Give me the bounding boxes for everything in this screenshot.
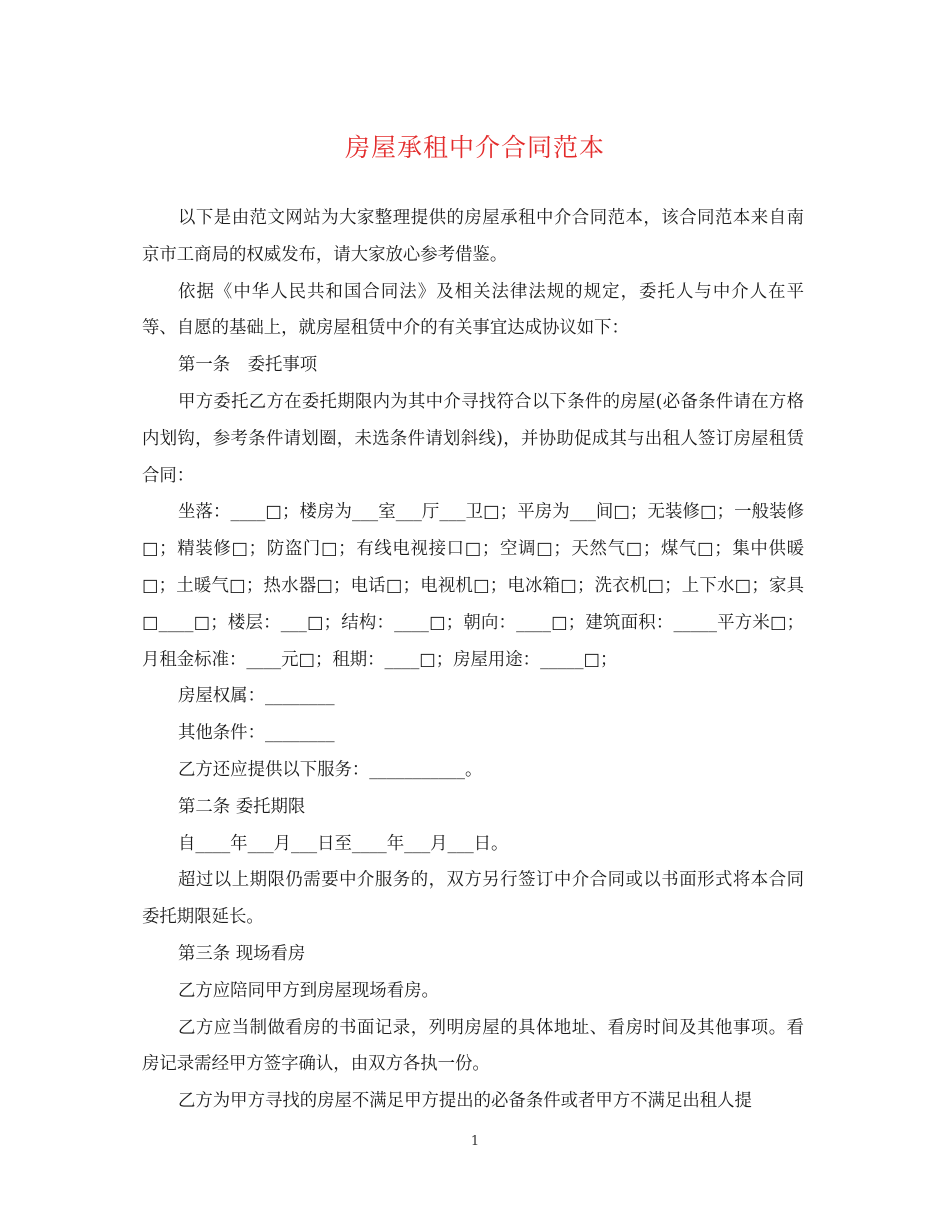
paragraph-commission: 甲方委托乙方在委托期限内为其中介寻找符合以下条件的房屋(必备条件请在方格内划钩，参考条件请划圈，未选条件请划斜线)，并协助促成其与出租人签订房屋租赁合同： — [142, 391, 804, 486]
paragraph-basis: 依据《中华人民共和国合同法》及相关法律法规的规定，委托人与中介人在平等、自愿的基础上，就房屋租赁中介的有关事宜达成协议如下： — [142, 281, 804, 339]
paragraph-house-conditions: 坐落：____□；楼房为___室___厅___卫□；平房为___间□；无装修□；一般装修□；精装修□；防盗门□；有线电视接口□；空调□；天然气□；煤气□；集中供暖□；土暖气□；热水器□；电话□；电视机□；电冰箱□；洗衣机□；上下水□；家具□____□；楼层：___□；结构：____□；朝向：____□；建筑面积：_____平方米□；月租金标准：____元□；租期：____□；房屋用途：_____□； — [142, 502, 804, 670]
paragraph-unmet-conditions: 乙方为甲方寻找的房屋不满足甲方提出的必备条件或者甲方不满足出租人提 — [178, 1091, 752, 1112]
paragraph-viewing-record: 乙方应当制做看房的书面记录，列明房屋的具体地址、看房时间及其他事项。看房记录需经甲方签字确认，由双方各执一份。 — [142, 1017, 804, 1075]
page-number: 1 — [470, 1134, 480, 1149]
document-title: 房屋承租中介合同范本 — [344, 133, 605, 162]
document-body — [142, 200, 804, 1120]
paragraph-accompany: 乙方应陪同甲方到房屋现场看房。 — [178, 980, 439, 1001]
article-2-heading: 第二条 委托期限 — [178, 796, 306, 817]
paragraph-intro: 以下是由范文网站为大家整理提供的房屋承租中介合同范本，该合同范本来自南京市工商局的权威发布，请大家放心参考借鉴。 — [142, 208, 804, 265]
paragraph-term-dates: 自____年___月___日至____年___月___日。 — [178, 833, 509, 854]
paragraph-extra-services: 乙方还应提供以下服务：___________。 — [178, 759, 483, 780]
article-3-heading: 第三条 现场看房 — [178, 943, 306, 964]
paragraph-other-conditions: 其他条件：________ — [178, 723, 335, 744]
article-1-heading: 第一条 委托事项 — [178, 355, 318, 376]
paragraph-ownership: 房屋权属：________ — [178, 686, 335, 707]
paragraph-term-extension: 超过以上期限仍需要中介服务的，双方另行签订中介合同或以书面形式将本合同委托期限延长。 — [142, 870, 804, 928]
